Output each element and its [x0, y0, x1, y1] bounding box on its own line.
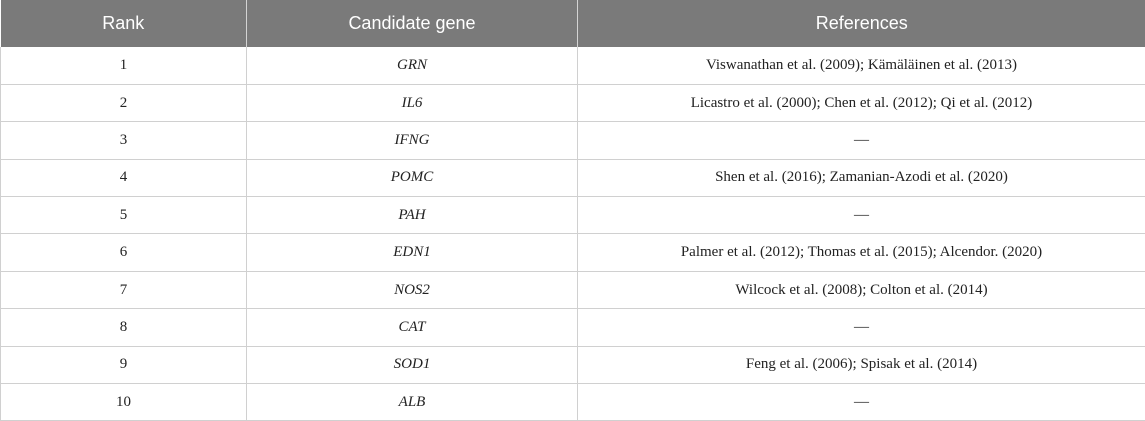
rank-cell: 6: [1, 234, 247, 271]
rank-cell: 3: [1, 122, 247, 159]
rank-cell: 10: [1, 384, 247, 421]
rank-cell: 2: [1, 84, 247, 121]
header-candidate-gene: Candidate gene: [247, 0, 578, 47]
header-rank: Rank: [102, 13, 145, 33]
table-row: [1, 159, 1145, 196]
gene-cell: IFNG: [247, 122, 578, 159]
rank-cell: 9: [1, 346, 247, 383]
gene-cell: PAH: [247, 197, 578, 234]
references-cell: —: [578, 384, 1145, 421]
gene-cell: NOS2: [247, 271, 578, 308]
table-row: [1, 234, 1145, 271]
gene-cell: POMC: [247, 159, 578, 196]
gene-cell: GRN: [247, 47, 578, 84]
rank-cell: 7: [1, 271, 247, 308]
header-references: References: [578, 0, 1145, 47]
table-header: [1, 0, 1145, 47]
references-cell: Feng et al. (2006); Spisak et al. (2014): [578, 346, 1145, 383]
table-row: [1, 47, 1145, 84]
references-cell: Licastro et al. (2000); Chen et al. (2012); Qi et al. (2012): [578, 84, 1145, 121]
rank-cell: 1: [1, 47, 247, 84]
table-body: [1, 47, 1145, 421]
references-cell: Palmer et al. (2012); Thomas et al. (2015); Alcendor. (2020): [578, 234, 1145, 271]
references-cell: Viswanathan et al. (2009); Kämäläinen et al. (2013): [578, 47, 1145, 84]
gene-cell: SOD1: [247, 346, 578, 383]
table-row: [1, 84, 1145, 121]
gene-cell: IL6: [247, 84, 578, 121]
table-row: [1, 197, 1145, 234]
references-cell: Shen et al. (2016); Zamanian-Azodi et al. (2020): [578, 159, 1145, 196]
header-row: [1, 0, 1145, 47]
references-cell: —: [578, 122, 1145, 159]
rank-cell: 8: [1, 309, 247, 346]
rank-cell: 5: [1, 197, 247, 234]
table-row: [1, 384, 1145, 421]
gene-cell: ALB: [247, 384, 578, 421]
references-cell: Wilcock et al. (2008); Colton et al. (2014): [578, 271, 1145, 308]
table-row: [1, 122, 1145, 159]
references-cell: —: [578, 309, 1145, 346]
gene-cell: CAT: [247, 309, 578, 346]
references-cell: —: [578, 197, 1145, 234]
table-row: [1, 309, 1145, 346]
table-row: [1, 346, 1145, 383]
gene-cell: EDN1: [247, 234, 578, 271]
table-row: [1, 271, 1145, 308]
rank-cell: 4: [1, 159, 247, 196]
